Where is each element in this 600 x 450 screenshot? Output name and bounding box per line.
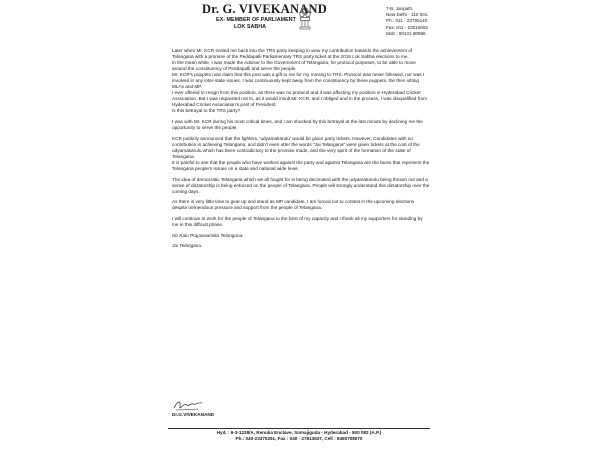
closing-line: No Kalu Prajaswamiko Telangana. bbox=[172, 232, 244, 238]
address-line: Mob : 90131 80986 bbox=[386, 30, 426, 36]
footer-address: Hyd. : 6-3-1238/A, Renuka Enclave, Somajiguda - Hyderabad - 500 082 (A.P.) bbox=[216, 430, 382, 435]
address-line: New Delhi - 110 001. bbox=[386, 12, 429, 18]
letter-footer bbox=[170, 430, 428, 442]
signatory-name: Dr.G.VIVEKANAND bbox=[172, 412, 215, 417]
paragraph: Is this betrayal to the TRS party? bbox=[172, 108, 241, 114]
paragraph: The idea of democratic Telangana which we all fought for is being decimated with the udyamakarulu being thrown out and a sense of dictatorship is being enforced on the people of Telangana. People will strongly understand this dictatorship over the coming days. bbox=[172, 176, 430, 194]
address-line: Ph.: 011 - 23795140 bbox=[386, 18, 428, 24]
paragraph: Mr. KCR's puppets now claim that this post was a gift to me for my moving to TRS. Protocol was never followed, nor was I involved in any inter-state issues. I was continuously kept away from the constituency by these puppets, the then sitting MLAs and MP. bbox=[172, 72, 425, 90]
national-emblem-icon bbox=[298, 5, 312, 31]
paragraph: As there is very little time to gear up and stand as MP candidate, I am forced not to contest in the upcoming elections despite tremendous pressure and support from the people of Telangana. bbox=[172, 199, 415, 211]
address-line: 7-B, Janpath, bbox=[386, 6, 414, 11]
footer-contacts: Ph.: 040-23370291, Fax : 040 - 27813637, Cell : 9490708070 bbox=[235, 436, 363, 441]
signature-icon bbox=[172, 398, 212, 412]
sign-off: Jai Telangana. bbox=[172, 243, 203, 249]
paragraph: I will continue to work for the people of Telangana to the best of my capacity and I thank all my supporters for standing by me in this difficult phase. bbox=[172, 216, 423, 228]
letter-body bbox=[172, 48, 430, 254]
address-line: Fax: 011 - 23016082 bbox=[386, 24, 429, 30]
paragraph: Later when Mr. KCR invited me back into the TRS party keeping in view my contribution towards the achievement of Telangana with a promise of the Peddapalli Parliamentary TRS party ticket at the 2019 Lok Sabha elections to me. bbox=[172, 48, 413, 60]
letter-page bbox=[160, 0, 438, 450]
footer-divider bbox=[168, 428, 430, 429]
letterhead-role: EX- MEMBER OF PARLIAMENT bbox=[216, 17, 296, 23]
letterhead-house: LOK SABHA bbox=[234, 24, 267, 30]
letterhead-address bbox=[386, 6, 432, 37]
paragraph: It is painful to see that the people who have worked against the party and against Telangana are the faces that represent the Telangana people's issues on a state and national wide level. bbox=[172, 159, 430, 172]
paragraph: In the mean while, I was made the Advisor to the Government of Telangana, for protocol purposes, to be able to move around the constituency of Peddapalli and serve the people. bbox=[172, 60, 416, 72]
paragraph: I was with Mr. KCR during his most critical times, and I am shocked by this betrayal at the last minute by declining me the opportunity to serve the people. bbox=[172, 119, 423, 131]
letterhead-name: Dr. G. VIVEKANAND bbox=[202, 2, 327, 16]
paragraph: I ever offered to resign from this position, as there was no protocol and it was affecting my position in Hyderabad Cricket Association. But I was requested not to, as it would insult Mr. KCR, and I obliged and in the process, I was disqualified from Hyderabad Cricket Association's post of President. bbox=[172, 90, 428, 108]
paragraph: KCR publicly announced that the fighters, 'udyamakarulu' would be given party tickets. However, Candidates with no contribution in achieving Telangana, and didn't even utter the words "Jai Telangana" were given tickets at the cost of the udyamakarulu which has been contradictory to the promise made, and the very spirit of the formation of the state of Telangana. bbox=[172, 135, 420, 159]
